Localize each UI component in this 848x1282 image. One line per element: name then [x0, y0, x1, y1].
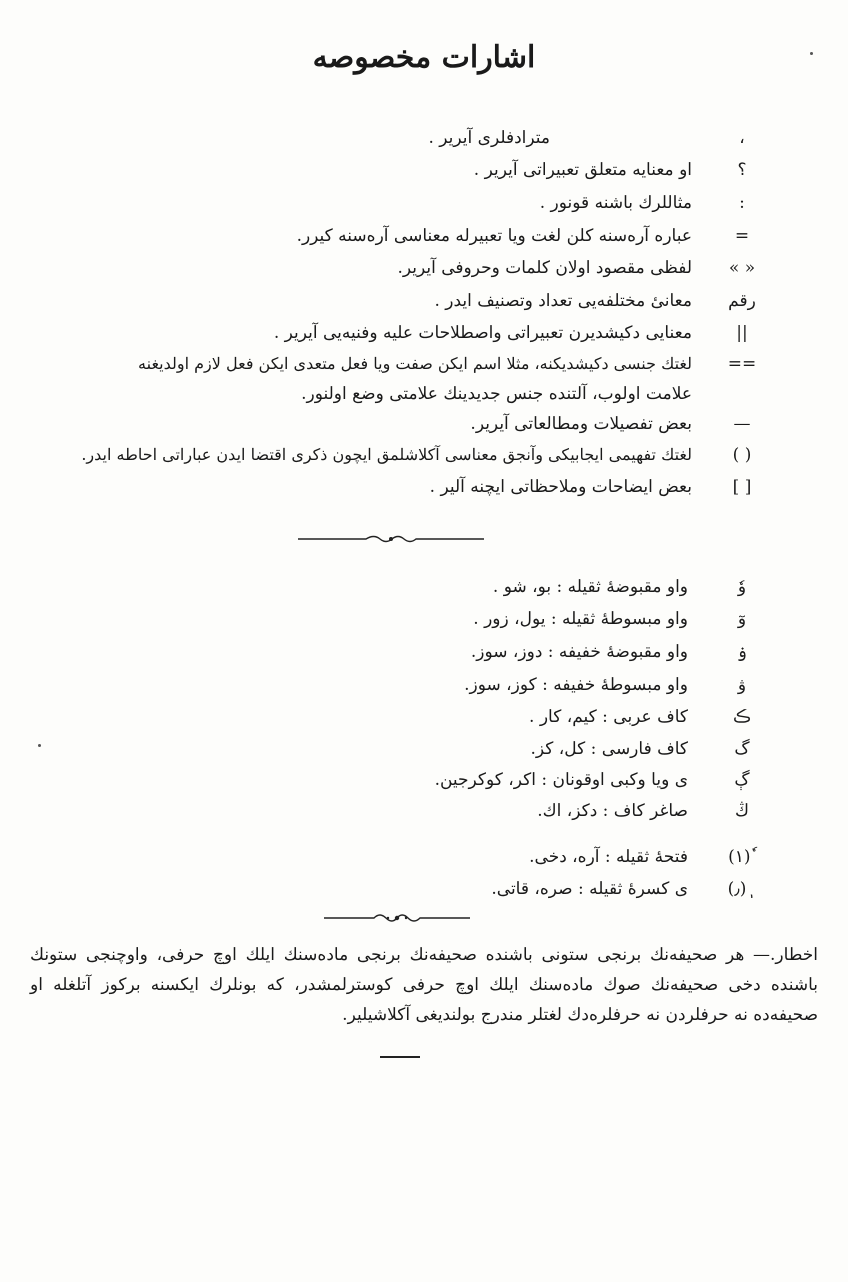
- legend-symbol: ==: [727, 354, 757, 374]
- legend-text: لغتك جنسی دکیشدیکنه، مثلا اسم ایکن صفت ویا فعل متعدی ایکن فعل لازم اولدیغنه: [138, 354, 692, 373]
- phonetic-text: واو مبسوطهٔ خفیفه : کوز، سوز.: [464, 675, 688, 695]
- legend-symbol: ؟: [737, 160, 747, 180]
- phonetic-text: واو مبسوطهٔ ثقیله : یول، زور .: [473, 609, 688, 629]
- closing-dash: [380, 1056, 420, 1058]
- phonetic-symbol: ۋ: [737, 675, 747, 695]
- legend-symbol: :: [739, 193, 745, 213]
- legend-text: معانیٔ مختلفه‌یی تعداد وتصنیف ایدر .: [434, 291, 692, 311]
- phonetic-symbol: (٫) ٖ: [727, 879, 757, 899]
- legend-text: معنایی دکیشدیرن تعبیراتی واصطلاحات علیه وفنیه‌یی آیریر .: [273, 323, 692, 343]
- phonetic-text: فتحهٔ ثقیله : آره، دخی.: [529, 847, 688, 867]
- phonetic-text: ی کسرهٔ ثقیله : صره، قاتی.: [491, 879, 688, 899]
- legend-text: او معنایه متعلق تعبیراتی آیریر .: [473, 160, 692, 180]
- ornament-divider: [322, 910, 472, 926]
- legend-symbol: =: [734, 226, 750, 246]
- legend-symbol: [ ]: [732, 477, 752, 497]
- page-speck: [810, 52, 813, 55]
- legend-text: بعض تفصیلات ومطالعاتی آیریر.: [470, 414, 692, 434]
- phonetic-text: کاف عربی : کیم، کار .: [529, 707, 688, 727]
- page-speck: [38, 744, 41, 747]
- legend-symbol: —: [733, 414, 751, 434]
- phonetic-symbol: ڭ: [734, 801, 749, 821]
- phonetic-text: واو مقبوضهٔ ثقیله : بو، شو .: [492, 577, 688, 597]
- legend-text: مترادفلری آیریر .: [428, 128, 550, 148]
- legend-symbol: ||: [736, 323, 748, 343]
- phonetic-symbol: وٓ: [737, 609, 747, 629]
- legend-symbol: ( ): [732, 445, 752, 465]
- phonetic-symbol: ڪ: [733, 707, 751, 727]
- legend-text: عباره آره‌سنه کلن لغت ویا تعبیرله معناسی آره‌سنه کیرر.: [296, 226, 692, 246]
- phonetic-text: کاف فارسی : کل، کز.: [530, 739, 688, 759]
- phonetic-symbol: گ: [734, 739, 750, 759]
- legend-symbol: « »: [728, 258, 756, 278]
- legend-text: لغتك تفهیمی ایجابیکی وآنجق معناسی آکلاشلمق ایچون ذکری اقتضا ایدن عباراتی احاطه ایدر.: [81, 445, 692, 464]
- phonetic-text: صاغر کاف : دکز، اك.: [537, 801, 688, 821]
- note-paragraph: اخطار.— هر صحیفه‌نك برنجی ستونی باشنده صحیفه‌نك برنجی ماده‌سنك ایلك اوچ حرفی، واوچنجی ستونك باشنده دخی صحیفه‌نك صوك ماده‌سنك ایلك اوچ حرفی کوسترلمشدر، که بونلرك ایکسنه برکوز آتلغله او صحیفه‌ده نه حرفلردن نه حرفلره‌دك لغتلر مندرج بولندیغی آکلاشیلیر.: [30, 945, 818, 1025]
- phonetic-symbol: ڳ: [734, 770, 750, 790]
- legend-text-continued: علامت اولوب، آلتنده جنس جدیدینك علامتی وضع اولنور.: [301, 384, 692, 404]
- legend-text: بعض ایضاحات وملاحظاتی ایچنه آلیر .: [429, 477, 692, 497]
- legend-text: لفظی مقصود اولان کلمات وحروفی آیریر.: [397, 258, 692, 278]
- phonetic-text: ی ویا وکبی اوقونان : اکر، کوکرجین.: [434, 770, 688, 790]
- phonetic-text: واو مقبوضهٔ خفیفه : دوز، سوز.: [470, 642, 688, 662]
- legend-symbol: ،: [739, 128, 745, 148]
- page-title: اشارات مخصوصه: [312, 40, 536, 75]
- ornament-divider: [296, 530, 486, 546]
- legend-text: مثاللرك باشنه قونور .: [539, 193, 692, 213]
- phonetic-symbol: ۏ: [737, 642, 747, 662]
- legend-symbol: رقم: [728, 291, 756, 311]
- phonetic-symbol: وٗ: [737, 577, 747, 597]
- phonetic-symbol: (١) ٗ: [728, 847, 756, 867]
